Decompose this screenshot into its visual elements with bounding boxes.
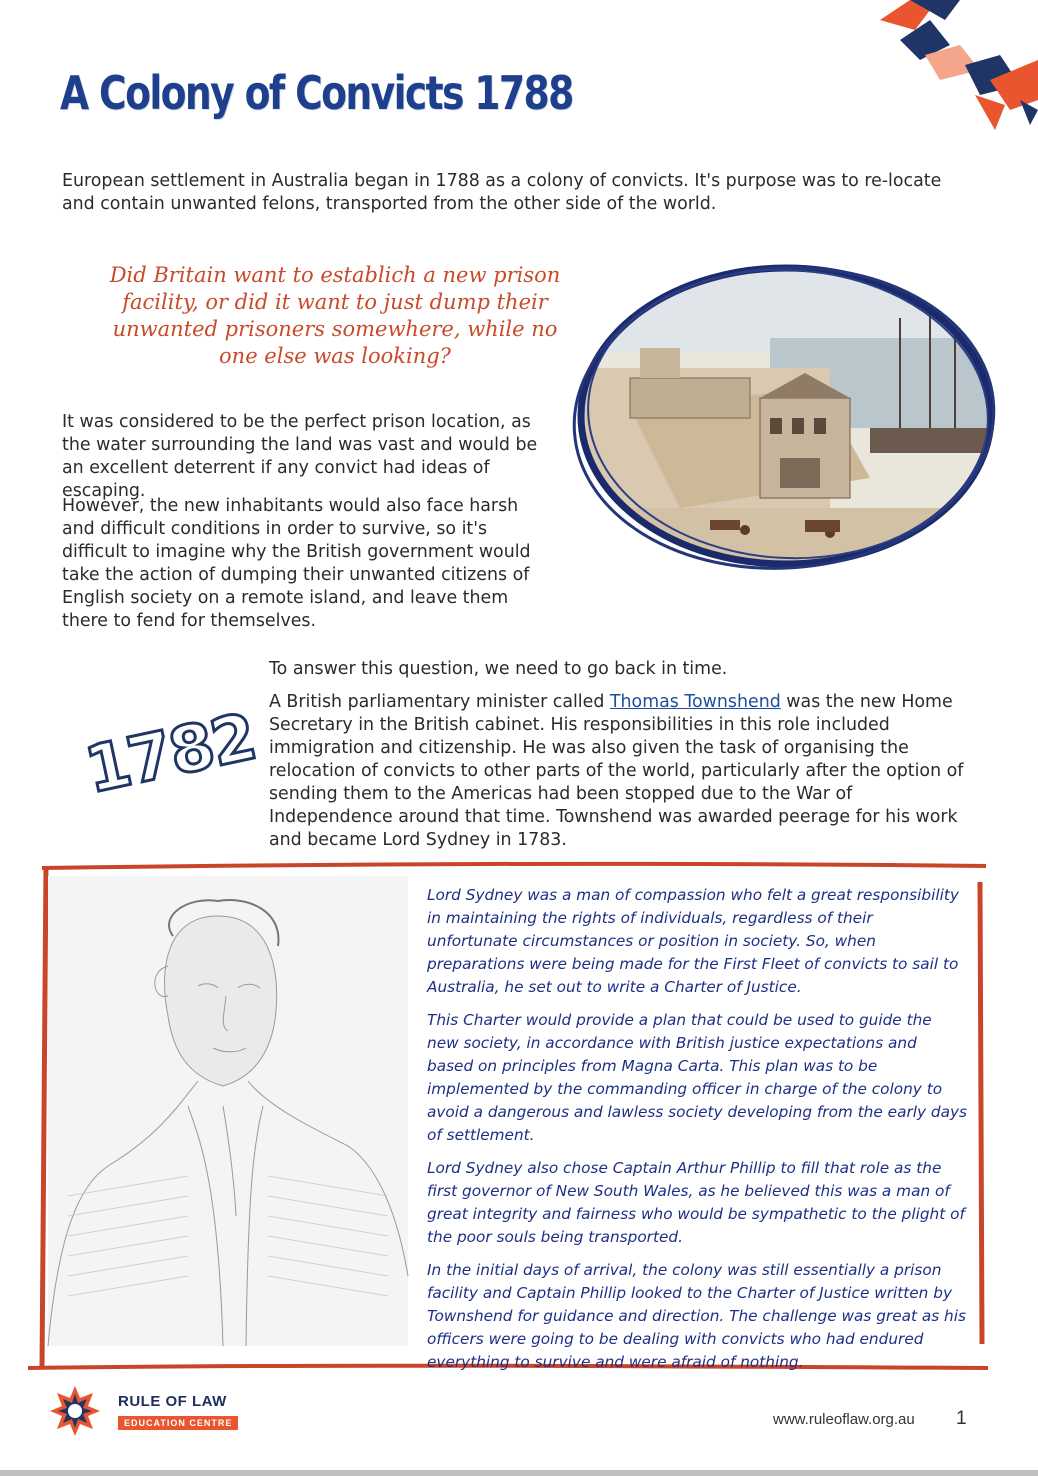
logo-subtitle: EDUCATION CENTRE — [118, 1416, 238, 1430]
page-title: A Colony of Convicts 1788 — [60, 66, 573, 120]
story-paragraph-compassion: Lord Sydney was a man of compassion who felt a great responsibility in maintaining the rights of individuals, regardless of their unfortunate circumstances or position in society. So, when preparations were being made for the First Fleet of convicts to sail to Australia, he set out to write a Charter of Justice. — [427, 886, 959, 996]
townshend-text-after: was the new Home Secretary in the British cabinet. His responsibilities in this role included immigration and citizenship. He was also given the task of organising the relocation of convicts to other parts of the world, particularly after the option of sending them to the Americas had been stopped due to the War of Independence around that time. Townshend was awarded peerage for his work and became Lord Sydney in 1783. — [269, 692, 964, 850]
thomas-townshend-link[interactable]: Thomas Townshend — [609, 692, 781, 712]
paragraph-conditions: However, the new inhabitants would also face harsh and difficult conditions in order to survive, so it's difficult to imagine why the British government would take the action of dumping their unwanted citizens of English society on a remote island, and leave them there to fend for themselves. — [62, 496, 531, 631]
story-paragraph-arrival: In the initial days of arrival, the colony was still essentially a prison facility and Captain Phillip looked to the Charter of Justice written by Townshend for guidance and direction. The challenge was great as his officers were going to be dealing with convicts who had endured everything to survive and were afraid of nothing. — [427, 1261, 966, 1371]
logo-name: RULE OF LAW — [118, 1393, 227, 1410]
intro-paragraph: European settlement in Australia began in 1788 as a colony of convicts. It's purpose was to re-locate and contain unwanted felons, transported from the other side of the world. — [62, 171, 942, 214]
year-1782-graphic — [72, 698, 262, 809]
bottom-divider — [0, 1470, 1038, 1476]
rule-of-law-logo-icon — [50, 1386, 100, 1436]
pull-quote: Did Britain want to establich a new prison facility, or did it want to just dump their unwanted prisoners somewhere, while no one else was looking? — [109, 263, 561, 368]
story-paragraph-phillip: Lord Sydney also chose Captain Arthur Phillip to fill that role as the first governor of New South Wales, as he believed this was a man of great integrity and fairness who would be sympathetic to the plight of the poor souls being transported. — [427, 1159, 965, 1246]
corner-decoration — [870, 0, 1038, 132]
page-number: 1 — [956, 1408, 967, 1429]
harbour-illustration — [570, 258, 1002, 574]
footer-url[interactable]: www.ruleoflaw.org.au — [773, 1411, 915, 1428]
year-1782-label: 1782 — [79, 700, 262, 809]
lord-sydney-story — [427, 884, 967, 1384]
paragraph-location: It was considered to be the perfect prison location, as the water surrounding the land was vast and would be an excellent deterrent if any convict had ideas of escaping. — [62, 412, 538, 501]
townshend-text-before: A British parliamentary minister called — [269, 692, 610, 712]
paragraph-townshend — [269, 691, 969, 852]
paragraph-back-in-time: To answer this question, we need to go back in time. — [269, 659, 728, 679]
story-paragraph-charter: This Charter would provide a plan that could be used to guide the new society, in accordance with British justice expectations and based on principles from Magna Carta. This plan was to be implemented by the commanding officer in charge of the colony to avoid a dangerous and lawless society developing from the early days of settlement. — [427, 1011, 967, 1144]
portrait-engraving — [48, 876, 408, 1346]
